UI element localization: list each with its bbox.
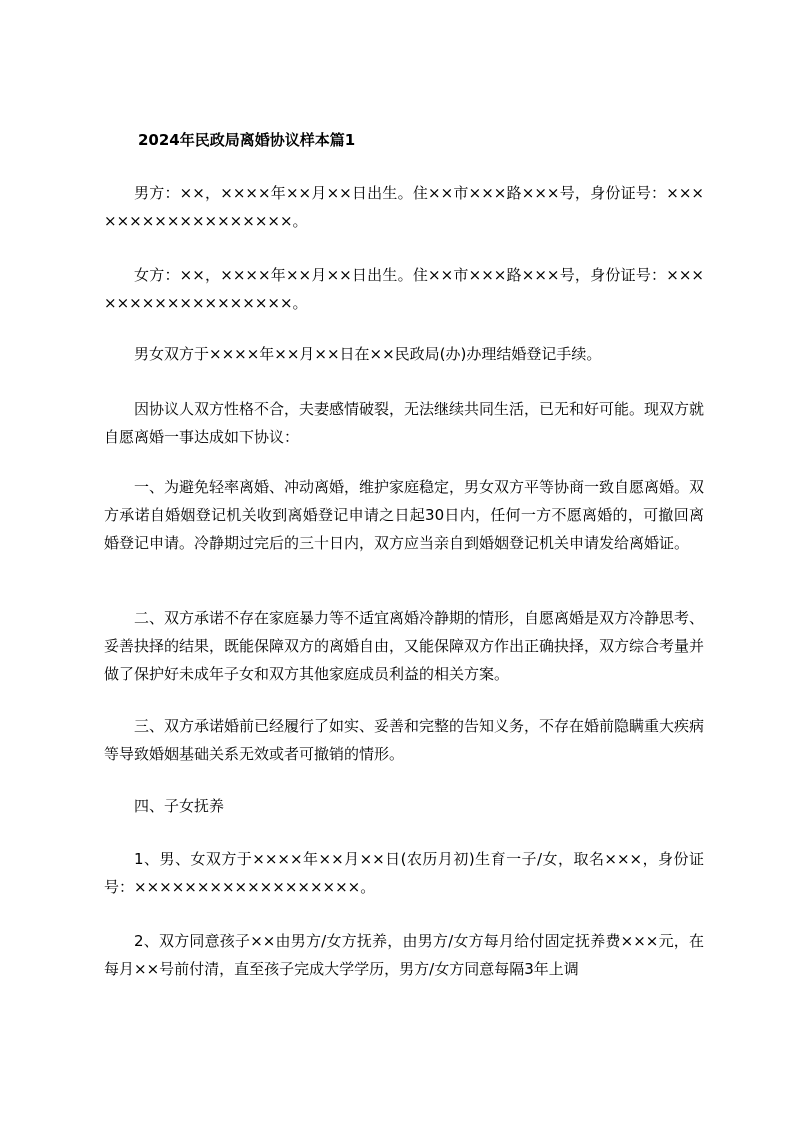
document-title: 2024年民政局离婚协议样本篇1 bbox=[138, 131, 356, 149]
paragraph-husband-info: 男方：××，××××年××月××日出生。住××市×××路×××号，身份证号：××××××××××××××××××。 bbox=[104, 184, 704, 230]
paragraph-clause-two: 二、双方承诺不存在家庭暴力等不适宜离婚冷静期的情形，自愿离婚是双方冷静思考、妥善抉择的结果，既能保障双方的离婚自由，又能保障双方作出正确抉择，双方综合考量并做了保护好未成年子女和双方其他家庭成员利益的相关方案。 bbox=[104, 609, 705, 683]
section-heading-child-support: 四、子女抚养 bbox=[134, 797, 225, 815]
paragraph-divorce-reason: 因协议人双方性格不合，夫妻感情破裂，无法继续共同生活，已无和好可能。现双方就自愿离婚一事达成如下协议： bbox=[104, 400, 705, 446]
paragraph-child-custody: 2、双方同意孩子××由男方/女方抚养，由男方/女方每月给付固定抚养费×××元，在每月××号前付清，直至孩子完成大学学历，男方/女方同意每隔3年上调 bbox=[104, 932, 704, 978]
paragraph-clause-three: 三、双方承诺婚前已经履行了如实、妥善和完整的告知义务，不存在婚前隐瞒重大疾病等导致婚姻基础关系无效或者可撤销的情形。 bbox=[104, 717, 705, 763]
paragraph-clause-one: 一、为避免轻率离婚、冲动离婚，维护家庭稳定，男女双方平等协商一致自愿离婚。双方承诺自婚姻登记机关收到离婚登记申请之日起30日内，任何一方不愿离婚的，可撤回离婚登记申请。冷静期过完后的三十日内，双方应当亲自到婚姻登记机关申请发给离婚证。 bbox=[104, 478, 705, 552]
paragraph-marriage-registration: 男女双方于××××年××月××日在××民政局(办)办理结婚登记手续。 bbox=[134, 345, 602, 363]
paragraph-wife-info: 女方：××，××××年××月××日出生。住××市×××路×××号，身份证号：××××××××××××××××××。 bbox=[104, 266, 704, 312]
paragraph-child-info: 1、男、女双方于××××年××月××日(农历月初)生育一子/女，取名×××，身份证号：××××××××××××××××××。 bbox=[104, 850, 704, 896]
